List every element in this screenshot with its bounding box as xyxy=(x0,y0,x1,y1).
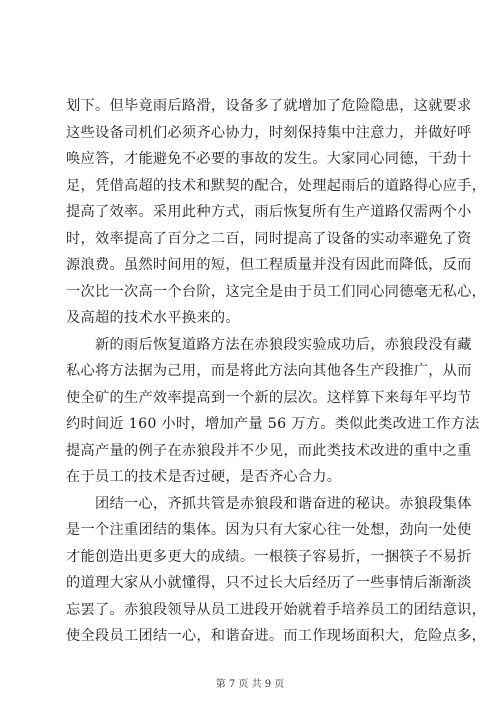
text-line: 才能创造出更多更大的成绩。一根筷子容易折，一捆筷子不易折 xyxy=(66,548,472,565)
text-line: 足，凭借高超的技术和默契的配合，处理起雨后的道路得心应手， xyxy=(66,177,487,194)
text-line: 提高产量的例子在赤狼段并不少见，而此类技术改进的重中之重 xyxy=(66,442,472,459)
text-line: 是一个注重团结的集体。因为只有大家心往一处想，劲向一处使 xyxy=(66,522,472,538)
text-line: 私心将方法据为己用，而是将此方法向其他各生产段推广，从而 xyxy=(66,363,472,379)
text-line: 提高了效率。采用此种方式，雨后恢复所有生产道路仅需两个小 xyxy=(66,204,472,220)
page-footer: 第 7 页 共 9 页 xyxy=(215,679,285,690)
text-line: 约时间近 160 小时，增加产量 56 万方。类似此类改进工作方法 xyxy=(66,416,480,432)
text-line: 源浪费。虽然时间用的短，但工程质量并没有因此而降低，反而 xyxy=(66,257,472,273)
text-line: 一次比一次高一个台阶，这完全是由于员工们同心同德毫无私心， xyxy=(66,283,487,300)
text-line: 团结一心，齐抓共管是赤狼段和谐奋进的秘诀。赤狼段集体 xyxy=(95,495,472,512)
text-line: 这些设备司机们必须齐心协力，时刻保持集中注意力，并做好呼 xyxy=(66,124,472,141)
text-line: 的道理大家从小就懂得，只不过长大后经历了一些事情后渐渐淡 xyxy=(66,575,472,591)
text-line: 在于员工的技术是否过硬，是否齐心合力。 xyxy=(66,469,342,485)
text-line: 使全矿的生产效率提高到一个新的层次。这样算下来每年平均节 xyxy=(66,389,472,406)
text-line: 划下。但毕竟雨后路滑，设备多了就增加了危险隐患，这就要求 xyxy=(66,98,472,114)
text-line: 使全段员工团结一心，和谐奋进。而工作现场面积大，危险点多， xyxy=(66,628,487,644)
text-line: 及高超的技术水平换来的。 xyxy=(66,310,240,326)
document-body xyxy=(66,93,487,650)
text-line: 新的雨后恢复道路方法在赤狼段实验成功后，赤狼段没有藏 xyxy=(95,336,472,353)
text-line: 时，效率提高了百分之二百，同时提高了设备的实动率避免了资 xyxy=(66,230,472,247)
text-line: 唤应答，才能避免不必要的事故的发生。大家同心同德，干劲十 xyxy=(66,151,472,167)
text-line: 忘罢了。赤狼段领导从员工进段开始就着手培养员工的团结意识， xyxy=(66,601,487,618)
